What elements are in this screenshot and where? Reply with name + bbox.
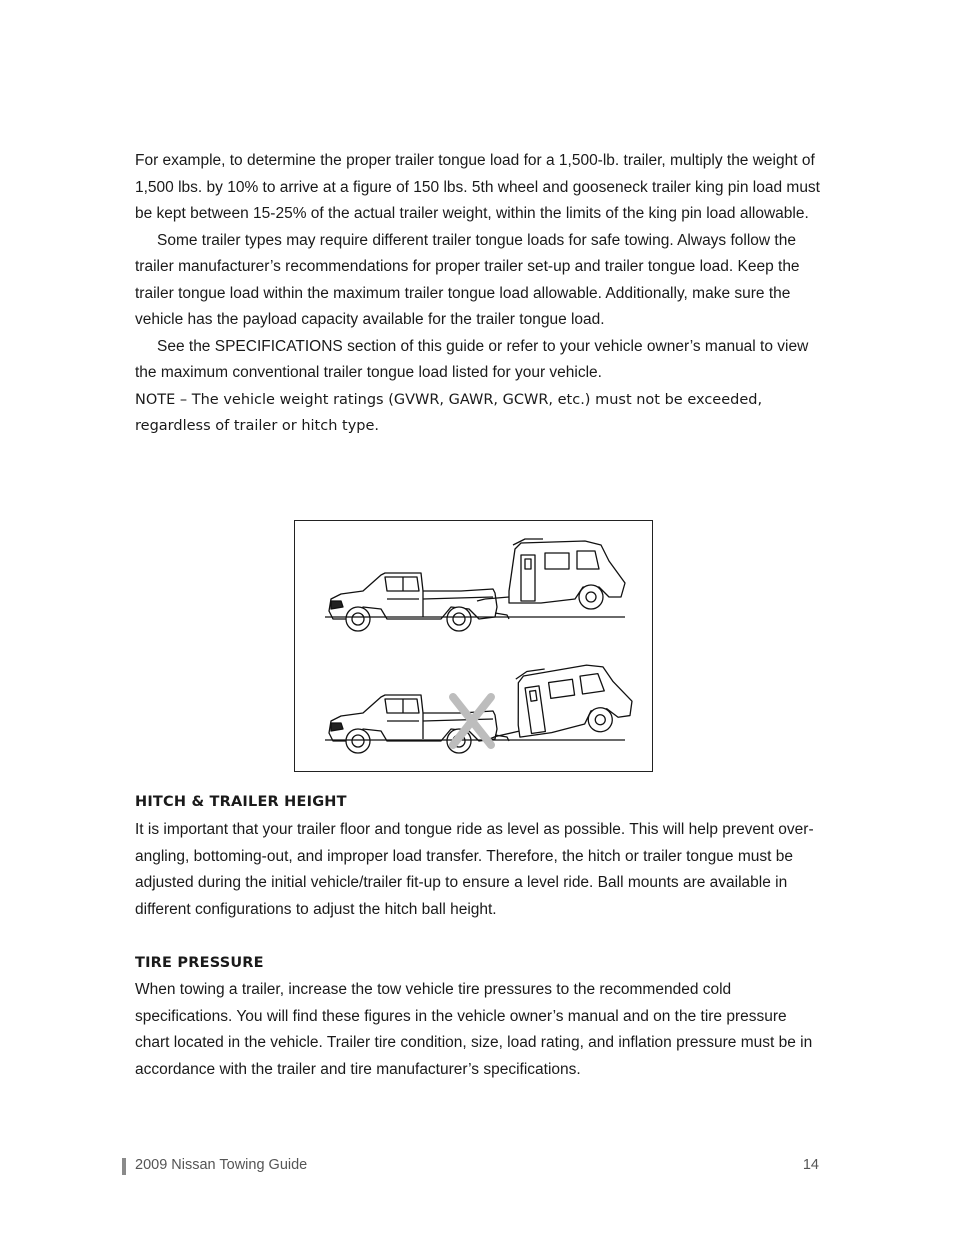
- tilted-towing-row: [325, 658, 636, 753]
- tire-pressure-text: [135, 977, 825, 1083]
- paragraph-specifications: See the SPECIFICATIONS section of this guide or refer to your vehicle owner’s manual to view the maximum conventional trailer tongue load listed for your vehicle.: [135, 337, 809, 381]
- travel-trailer-icon: [477, 539, 625, 609]
- intro-text: [135, 148, 825, 440]
- page-number: 14: [802, 1157, 819, 1173]
- travel-trailer-icon: [479, 658, 635, 748]
- hitch-paragraph: It is important that your trailer floor and tongue ride as level as possible. This will help prevent over-angling, bottoming-out, and improper load transfer. Therefore, the hitch or trailer tongue must be adjusted during the initial vehicle/trailer fit-up to ensure a level ride. Ball mounts are available in different configurations to adjust the hitch ball height.: [135, 821, 814, 918]
- tire-pressure-heading: TIRE PRESSURE: [135, 955, 264, 971]
- level-towing-row: [325, 539, 625, 631]
- page-footer: [122, 1155, 819, 1177]
- towing-level-illustration: [294, 520, 653, 772]
- paragraph-tongue-load-example: For example, to determine the proper trailer tongue load for a 1,500-lb. trailer, multiply the weight of 1,500 lbs. by 10% to arrive at a figure of 150 lbs. 5th wheel and gooseneck trailer king pin load must be kept between 15-25% of the actual trailer weight, within the limits of the king pin load allowable.: [135, 152, 820, 222]
- hitch-trailer-height-heading: HITCH & TRAILER HEIGHT: [135, 794, 347, 810]
- tire-paragraph: When towing a trailer, increase the tow vehicle tire pressures to the recommended cold specifications. You will find these figures in the vehicle owner’s manual and on the tire pressure chart located in the vehicle. Trailer tire condition, size, load rating, and inflation pressure must be in accordance with the trailer and tire manufacturer’s specifications.: [135, 981, 813, 1078]
- hitch-trailer-height-text: [135, 817, 825, 923]
- footer-title: 2009 Nissan Towing Guide: [135, 1157, 308, 1173]
- paragraph-trailer-types: Some trailer types may require different trailer tongue loads for safe towing. Always follow the trailer manufacturer’s recommendations for proper trailer set-up and trailer tongue load. Keep the trailer tongue load within the maximum trailer tongue load allowable. Additionally, make sure the vehicle has the payload capacity available for the trailer tongue load.: [135, 231, 800, 328]
- pickup-truck-icon: [329, 573, 509, 631]
- footer-divider: [122, 1158, 126, 1175]
- weight-ratings-note: NOTE – The vehicle weight ratings (GVWR, GAWR, GCWR, etc.) must not be exceeded, regardless of trailer or hitch type.: [135, 391, 763, 434]
